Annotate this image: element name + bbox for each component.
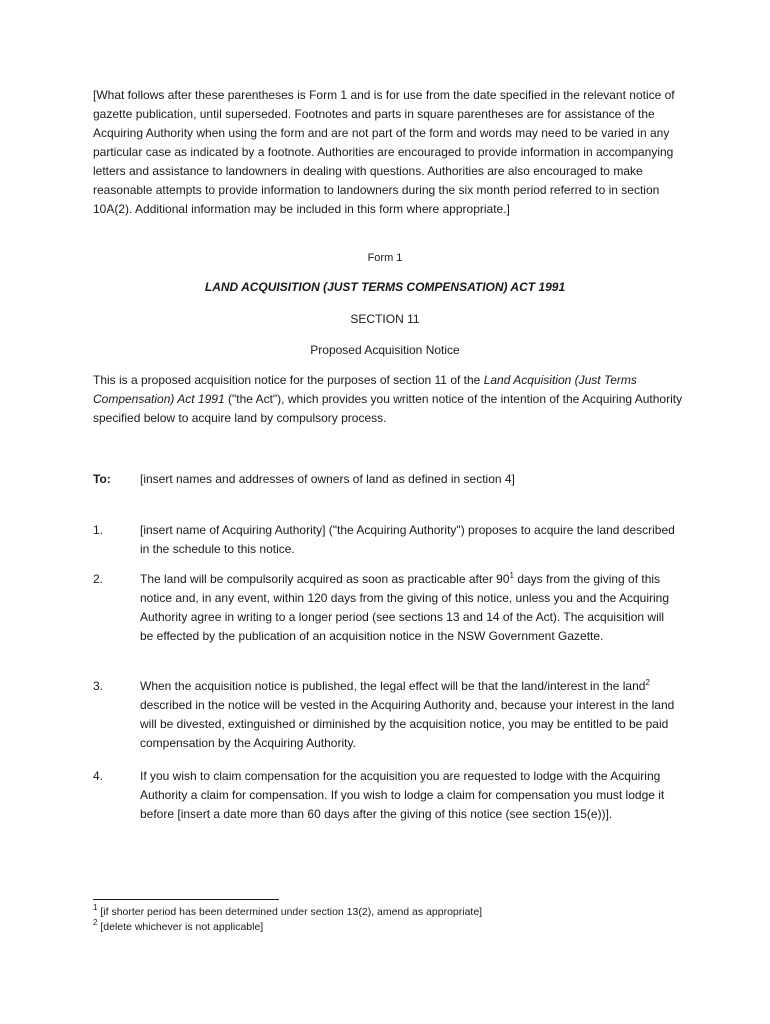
item-text: [140, 570, 680, 646]
footnote-ref: 1: [509, 571, 514, 580]
footnotes: [93, 905, 683, 935]
item-text: [140, 677, 680, 753]
notice-title: Proposed Acquisition Notice: [310, 343, 460, 357]
act-name-italic: Land Acquisition (Just Terms Compensation) Act 1991: [93, 373, 637, 406]
footnote-text: [if shorter period has been determined under section 13(2), amend as appropriate]: [97, 906, 483, 918]
opening-text-after: ("the Act"), which provides you written notice of the intention of the Acquiring Authority specified below to acquire land by compulsory process.: [93, 392, 683, 425]
item-text-before: When the acquisition notice is published, the legal effect will be that the land/interest in the land: [140, 679, 646, 693]
item-text-after: days from the giving of this notice and, in any event, within 120 days from the giving of this notice, unless you and the Acquiring Authority agree in writing to a longer period (see sections 13 and 14 of the Act). The acquisition will be effected by the publication of an acquisition notice in the NSW Government Gazette.: [140, 572, 669, 643]
item-number: 4.: [93, 769, 104, 783]
footnote-text: [delete whichever is not applicable]: [97, 921, 264, 933]
footnote-ref: 2: [645, 678, 650, 687]
footnote: [93, 920, 683, 935]
item-text-after: described in the notice will be vested in the Acquiring Authority and, because your interest in the land will be divested, extinguished or diminished by the acquisition notice, you may be entitled to be paid compensation by the Acquiring Authority.: [140, 698, 675, 750]
act-title: LAND ACQUISITION (JUST TERMS COMPENSATION) ACT 1991: [204, 280, 566, 294]
item-number: 2.: [93, 572, 104, 586]
intro-paragraph: [What follows after these parentheses is Form 1 and is for use from the date specified in the relevant notice of gazette publication, until superseded. Footnotes and parts in square parentheses are for assistance of the Acquiring Authority when using the form and are not part of the form and words may need to be varied in any particular case as indicated by a footnote. Authorities are encouraged to provide information in accompanying letters and assistance to landowners in dealing with questions. Authorities are also encouraged to make reasonable attempts to provide information to landowners during the six month period referred to in section 10A(2). Additional information may be included in this form where appropriate.]: [93, 88, 675, 216]
section-title: SECTION 11: [350, 312, 420, 326]
footnote: [93, 905, 683, 920]
item-number: 3.: [93, 679, 104, 693]
to-text: [insert names and addresses of owners of land as defined in section 4]: [140, 472, 515, 486]
opening-text-before: This is a proposed acquisition notice for the purposes of section 11 of the: [93, 373, 484, 387]
footnote-mark: 2: [93, 918, 98, 927]
opening-paragraph: [93, 371, 683, 428]
footnote-divider: [93, 899, 279, 900]
item-text-before: The land will be compulsorily acquired as soon as practicable after 90: [140, 572, 510, 586]
item-text: [insert name of Acquiring Authority] ("the Acquiring Authority") proposes to acquire the land described in the schedule to this notice.: [140, 523, 675, 556]
item-text: If you wish to claim compensation for the acquisition you are requested to lodge with the Acquiring Authority a claim for compensation. If you wish to lodge a claim for compensation you must lodge it before [insert a date more than 60 days after the giving of this notice (see section 15(e))].: [140, 769, 665, 821]
item-number: 1.: [93, 523, 104, 537]
form-label: Form 1: [367, 252, 403, 264]
to-label: To:: [93, 472, 111, 486]
footnote-mark: 1: [93, 903, 98, 912]
